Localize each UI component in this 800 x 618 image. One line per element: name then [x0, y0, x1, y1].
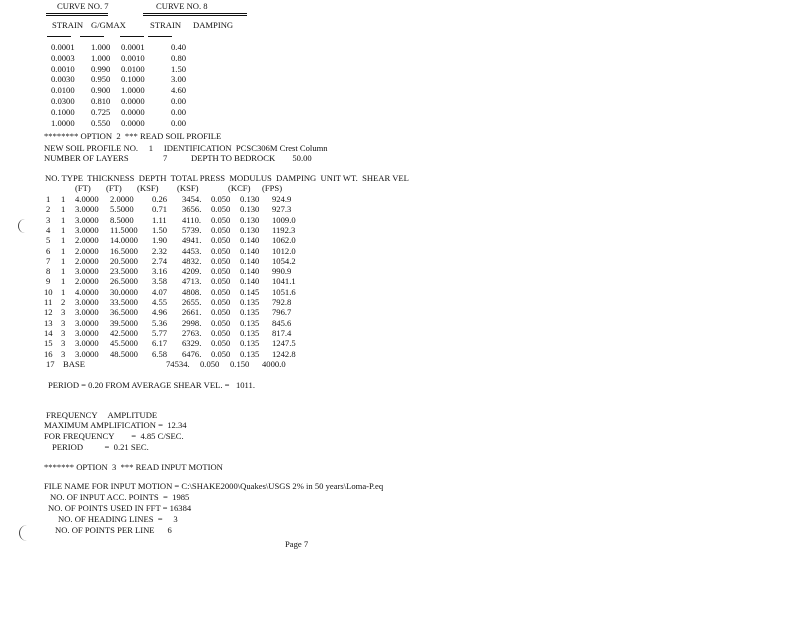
- curve-cell: 0.725: [91, 106, 111, 117]
- layer-cell: 0.130: [240, 214, 260, 225]
- profile-line-2: NUMBER OF LAYERS 7 DEPTH TO BEDROCK 50.00: [44, 153, 312, 163]
- curve-7-underline-2: [46, 15, 108, 16]
- curve-cell: 0.900: [91, 85, 111, 96]
- layer-cell: 9: [46, 276, 51, 287]
- layer-cell: 0.050: [211, 224, 231, 235]
- layer-cell: 3: [61, 327, 66, 338]
- layer-cell: 4: [46, 224, 51, 235]
- layer-cell: 0.050: [211, 255, 231, 266]
- layer-cell: 5: [46, 235, 51, 246]
- curve-cell: 0.0000: [121, 106, 145, 117]
- input-motion-file: FILE NAME FOR INPUT MOTION = C:\SHAKE2000\Quakes\USGS 2% in 50 years\Loma-P.eq: [44, 481, 384, 491]
- unit-total-press: (KSF): [137, 183, 159, 193]
- layer-cell: 0.145: [240, 286, 260, 297]
- curve-cell: 0.00: [171, 117, 187, 128]
- curve-cell: 0.80: [171, 52, 187, 63]
- layer-cell: 5739.: [182, 224, 202, 235]
- layer-cell: 4.0000: [75, 286, 99, 297]
- curve-8-underline-2: [143, 15, 247, 16]
- layer-cell: 1009.0: [272, 214, 296, 225]
- curve-cell: 0.0010: [121, 52, 145, 63]
- layer-cell: 3656.: [182, 204, 202, 215]
- layer-cell: 4941.: [182, 235, 202, 246]
- layer-cell: 0.130: [240, 224, 260, 235]
- layer-cell: 1: [61, 204, 66, 215]
- layer-cell: 1242.8: [272, 348, 296, 359]
- layer-cell: 0.135: [240, 327, 260, 338]
- layer-cell: 0.050: [211, 338, 231, 349]
- layer-cell: 0.050: [211, 235, 231, 246]
- layer-cell: 6.17: [152, 338, 168, 349]
- layer-cell: 0.26: [152, 194, 168, 204]
- layer-cell: 6: [46, 245, 51, 256]
- layer-cell: 5.36: [152, 317, 168, 328]
- layer-cell: 2.0000: [75, 276, 99, 287]
- layer-cell: 0.135: [240, 297, 260, 307]
- period-line: PERIOD = 0.21 SEC.: [52, 442, 149, 452]
- layer-cell: 12: [44, 307, 53, 318]
- layer-cell: 3.16: [152, 266, 168, 277]
- layer-cell: 0.050: [211, 266, 231, 277]
- layer-cell: 8: [46, 266, 51, 277]
- layer-cell: 0.130: [240, 204, 260, 215]
- layer-cell: 4713.: [182, 276, 202, 287]
- layer-cell: 3.0000: [75, 266, 99, 277]
- layer-cell: 6476.: [182, 348, 202, 359]
- curve-cell: 0.0100: [121, 63, 145, 74]
- layer-cell: 4209.: [182, 266, 202, 277]
- layer-cell: 2: [61, 297, 66, 307]
- layer-cell: 20.5000: [110, 255, 138, 266]
- layer-table-header: NO. TYPE THICKNESS DEPTH TOTAL PRESS MODULUS DAMPING UNIT WT. SHEAR VEL: [45, 173, 409, 183]
- layer-cell: 792.8: [272, 297, 292, 307]
- curve-7-underline: [46, 13, 108, 14]
- layer-cell: 1: [61, 194, 66, 204]
- layer-cell: 3.0000: [75, 338, 99, 349]
- layer-cell: 4.0000: [75, 194, 99, 204]
- layer-cell: 36.5000: [110, 307, 138, 318]
- amplitude-header: FREQUENCY AMPLITUDE: [46, 410, 158, 420]
- layer-cell: 1051.6: [272, 286, 296, 297]
- layer-cell: 30.0000: [110, 286, 138, 297]
- curve-col-damping: DAMPING: [193, 20, 234, 30]
- layer-cell: 0.050: [211, 276, 231, 287]
- curve-cell: 0.0000: [121, 117, 145, 128]
- curve-cell: 0.550: [91, 117, 111, 128]
- curve-cell: 3.00: [171, 74, 187, 85]
- curve-7-title: CURVE NO. 7: [57, 1, 109, 11]
- layer-cell: 16.5000: [110, 245, 138, 256]
- curve-cell: 0.0001: [51, 42, 75, 52]
- layer-cell: 927.3: [272, 204, 292, 215]
- layer-cell: 4.55: [152, 297, 168, 307]
- layer-cell: 2.32: [152, 245, 168, 256]
- layer-cell: 0.050: [211, 286, 231, 297]
- layer-cell: 7: [46, 255, 51, 266]
- unit-unit-wt: (KCF): [228, 183, 251, 193]
- layer-cell: 796.7: [272, 307, 292, 318]
- layer-cell: 3: [61, 317, 66, 328]
- curve-cell: 0.00: [171, 96, 187, 106]
- layer-cell: 2: [46, 204, 51, 215]
- layer-cell: 0.135: [240, 307, 260, 318]
- unit-depth: (FT): [106, 183, 122, 193]
- layer-cell: 0.140: [240, 276, 260, 287]
- layer-cell: 42.5000: [110, 327, 138, 338]
- layer-cell: 8.5000: [110, 214, 134, 225]
- layer-cell: 3454.: [182, 194, 202, 204]
- curve-cell: 0.0030: [51, 74, 75, 85]
- option-3-label: ******* OPTION 3 *** READ INPUT MOTION: [44, 462, 223, 472]
- layer-cell: 4110.: [182, 214, 202, 225]
- layer-cell: 1: [61, 245, 66, 256]
- layer-cell: 2.74: [152, 255, 168, 266]
- layer-cell: 3.0000: [75, 204, 99, 215]
- curve-cell: 0.0010: [51, 63, 75, 74]
- curve-cell: 0.0300: [51, 96, 75, 106]
- layer-cell: 0.135: [240, 338, 260, 349]
- max-amplification: MAXIMUM AMPLIFICATION = 12.34: [44, 420, 187, 430]
- layer-cell: 3.58: [152, 276, 168, 287]
- layer-cell: 1041.1: [272, 276, 296, 287]
- curve-cell: 0.990: [91, 63, 111, 74]
- curve-col-rule-3: [120, 36, 144, 37]
- curve-cell: 0.40: [171, 42, 187, 52]
- layer-cell: 3: [46, 214, 51, 225]
- layer-cell: 845.6: [272, 317, 292, 328]
- layer-cell: 1054.2: [272, 255, 296, 266]
- layer-cell: 3: [61, 307, 66, 318]
- curve-cell: 4.60: [171, 85, 187, 96]
- base-damping: 0.050: [200, 359, 220, 369]
- layer-cell: 1247.5: [272, 338, 296, 349]
- scan-mark-top: [18, 219, 27, 233]
- layer-cell: 2763.: [182, 327, 202, 338]
- layer-cell: 0.71: [152, 204, 168, 215]
- layer-cell: 1: [61, 235, 66, 246]
- page-number: Page 7: [285, 539, 309, 549]
- unit-modulus: (KSF): [177, 183, 199, 193]
- curve-cell: 0.0003: [51, 52, 75, 63]
- points-per-line: NO. OF POINTS PER LINE 6: [55, 525, 172, 535]
- layer-cell: 1: [61, 276, 66, 287]
- layer-cell: 1: [61, 224, 66, 235]
- layer-cell: 4808.: [182, 286, 202, 297]
- curve-cell: 1.000: [91, 42, 111, 52]
- curve-col-strain-2: STRAIN: [150, 20, 182, 30]
- layer-cell: 2.0000: [75, 255, 99, 266]
- layer-cell: 3.0000: [75, 317, 99, 328]
- layer-cell: 3: [61, 348, 66, 359]
- curve-8-title: CURVE NO. 8: [156, 1, 208, 11]
- layer-cell: 1192.3: [272, 224, 296, 235]
- layer-cell: 0.050: [211, 307, 231, 318]
- layer-cell: 0.140: [240, 255, 260, 266]
- layer-cell: 3.0000: [75, 297, 99, 307]
- layer-cell: 3.0000: [75, 214, 99, 225]
- layer-cell: 10: [44, 286, 53, 297]
- curve-cell: 1.0000: [51, 117, 75, 128]
- curve-cell: 1.000: [91, 52, 111, 63]
- layer-cell: 5.5000: [110, 204, 134, 215]
- layer-cell: 1.90: [152, 235, 168, 246]
- layer-cell: 15: [44, 338, 53, 349]
- layer-cell: 48.5000: [110, 348, 138, 359]
- heading-lines: NO. OF HEADING LINES = 3: [58, 514, 178, 524]
- layer-cell: 0.050: [211, 348, 231, 359]
- layer-cell: 23.5000: [110, 266, 138, 277]
- layer-cell: 0.050: [211, 297, 231, 307]
- layer-cell: 11.5000: [110, 224, 138, 235]
- layer-cell: 0.050: [211, 327, 231, 338]
- base-label: BASE: [63, 359, 85, 369]
- unit-shear-vel: (FPS): [262, 183, 283, 193]
- layer-cell: 2655.: [182, 297, 202, 307]
- layer-cell: 6329.: [182, 338, 202, 349]
- layer-cell: 1: [61, 255, 66, 266]
- base-modulus: 74534.: [166, 359, 190, 369]
- layer-cell: 0.050: [211, 317, 231, 328]
- layer-cell: 3.0000: [75, 224, 99, 235]
- layer-cell: 0.135: [240, 348, 260, 359]
- layer-cell: 16: [44, 348, 53, 359]
- layer-cell: 0.140: [240, 266, 260, 277]
- curve-col-rule-4: [148, 36, 172, 37]
- layer-cell: 4.96: [152, 307, 168, 318]
- layer-cell: 3.0000: [75, 348, 99, 359]
- layer-cell: 33.5000: [110, 297, 138, 307]
- layer-cell: 0.050: [211, 194, 231, 204]
- layer-cell: 2.0000: [75, 235, 99, 246]
- layer-cell: 4453.: [182, 245, 202, 256]
- curve-cell: 1.0000: [121, 85, 145, 96]
- layer-cell: 3: [61, 338, 66, 349]
- layer-cell: 4.07: [152, 286, 168, 297]
- layer-cell: 11: [44, 297, 53, 307]
- curve-cell: 1.50: [171, 63, 187, 74]
- layer-cell: 817.4: [272, 327, 292, 338]
- layer-cell: 0.050: [211, 245, 231, 256]
- unit-thickness: (FT): [75, 183, 91, 193]
- period-average-line: PERIOD = 0.20 FROM AVERAGE SHEAR VEL. = 1011.: [48, 380, 255, 390]
- for-frequency: FOR FREQUENCY = 4.85 C/SEC.: [44, 431, 184, 441]
- curve-col-strain-1: STRAIN: [52, 20, 84, 30]
- layer-cell: 1: [61, 286, 66, 297]
- layer-cell: 924.9: [272, 194, 292, 204]
- curve-cell: 0.0000: [121, 96, 145, 106]
- layer-cell: 45.5000: [110, 338, 138, 349]
- curve-col-rule-1: [47, 36, 71, 37]
- layer-cell: 1: [61, 214, 66, 225]
- curve-cell: 0.1000: [121, 74, 145, 85]
- curve-cell: 0.0100: [51, 85, 75, 96]
- layer-cell: 14: [44, 327, 53, 338]
- curve-8-underline: [143, 13, 247, 14]
- layer-cell: 2.0000: [75, 245, 99, 256]
- layer-cell: 0.140: [240, 235, 260, 246]
- scan-mark-bottom: [19, 525, 28, 541]
- base-no: 17: [46, 359, 55, 369]
- curve-cell: 0.1000: [51, 106, 75, 117]
- base-unit-wt: 0.150: [230, 359, 250, 369]
- layer-cell: 13: [44, 317, 53, 328]
- layer-cell: 26.5000: [110, 276, 138, 287]
- curve-cell: 0.0001: [121, 42, 145, 52]
- layer-cell: 1.11: [152, 214, 167, 225]
- curve-cell: 0.810: [91, 96, 111, 106]
- layer-cell: 1: [46, 194, 51, 204]
- layer-cell: 2661.: [182, 307, 202, 318]
- layer-cell: 2.0000: [110, 194, 134, 204]
- layer-cell: 5.77: [152, 327, 168, 338]
- points-used-fft: NO. OF POINTS USED IN FFT = 16384: [48, 503, 192, 513]
- layer-cell: 0.140: [240, 245, 260, 256]
- curve-col-rule-2: [80, 36, 104, 37]
- layer-cell: 0.050: [211, 204, 231, 215]
- layer-cell: 14.0000: [110, 235, 138, 246]
- layer-cell: 0.130: [240, 194, 260, 204]
- input-acc-points: NO. OF INPUT ACC. POINTS = 1985: [50, 492, 190, 502]
- curve-cell: 0.00: [171, 106, 187, 117]
- base-shear-vel: 4000.0: [262, 359, 286, 369]
- layer-cell: 1012.0: [272, 245, 296, 256]
- curve-cell: 0.950: [91, 74, 111, 85]
- layer-cell: 3.0000: [75, 327, 99, 338]
- layer-cell: 3.0000: [75, 307, 99, 318]
- layer-cell: 1: [61, 266, 66, 277]
- option-2-label: ******** OPTION 2 *** READ SOIL PROFILE: [44, 131, 222, 141]
- layer-cell: 1062.0: [272, 235, 296, 246]
- layer-cell: 0.050: [211, 214, 231, 225]
- profile-line-1: NEW SOIL PROFILE NO. 1 IDENTIFICATION PCSC306M Crest Column: [44, 143, 328, 153]
- layer-cell: 0.135: [240, 317, 260, 328]
- layer-cell: 1.50: [152, 224, 168, 235]
- layer-cell: 2998.: [182, 317, 202, 328]
- layer-cell: 990.9: [272, 266, 292, 277]
- curve-col-ggmax: G/GMAX: [91, 20, 126, 30]
- layer-cell: 6.58: [152, 348, 168, 359]
- layer-cell: 39.5000: [110, 317, 138, 328]
- layer-cell: 4832.: [182, 255, 202, 266]
